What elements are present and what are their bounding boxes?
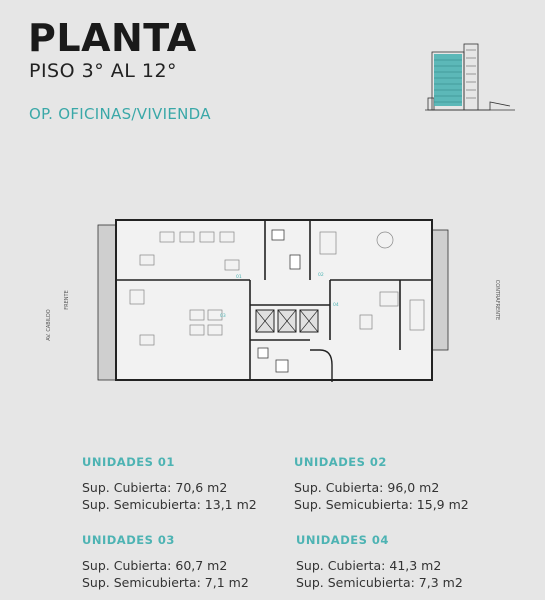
unit-01-semicubierta: Sup. Semicubierta: 13,1 m2 [82, 497, 257, 512]
unit-03-cubierta: Sup. Cubierta: 60,7 m2 [82, 558, 228, 573]
unit-04-title: UNIDADES 04 [296, 533, 389, 547]
unit-01-block [82, 455, 312, 513]
unit-02-semicubierta: Sup. Semicubierta: 15,9 m2 [294, 497, 469, 512]
front-label: FRENTE [64, 290, 70, 310]
unit-02-block [294, 455, 524, 513]
building-elevation-icon [420, 38, 520, 128]
unit-marker-01: 01 [236, 275, 242, 280]
unit-marker-02: 02 [318, 273, 324, 278]
unit-03-block [82, 533, 312, 591]
unit-marker-04: 04 [333, 303, 339, 308]
unit-01-title: UNIDADES 01 [82, 455, 175, 469]
unit-02-cubierta: Sup. Cubierta: 96,0 m2 [294, 480, 440, 495]
floor-plan [40, 210, 510, 400]
back-label: CONTRAFRENTE [494, 279, 500, 321]
unit-04-cubierta: Sup. Cubierta: 41,3 m2 [296, 558, 442, 573]
unit-03-semicubierta: Sup. Semicubierta: 7,1 m2 [82, 575, 249, 590]
unit-03-title: UNIDADES 03 [82, 533, 175, 547]
unit-01-cubierta: Sup. Cubierta: 70,6 m2 [82, 480, 228, 495]
unit-04-semicubierta: Sup. Semicubierta: 7,3 m2 [296, 575, 463, 590]
unit-02-title: UNIDADES 02 [294, 455, 387, 469]
unit-marker-03: 03 [220, 314, 226, 319]
street-label: AV. CABILDO [46, 309, 52, 341]
page-title: PLANTA [28, 16, 197, 60]
unit-04-block [296, 533, 526, 591]
use-category: OP. OFICINAS/VIVIENDA [29, 105, 211, 123]
floor-range: PISO 3° AL 12° [29, 60, 178, 82]
